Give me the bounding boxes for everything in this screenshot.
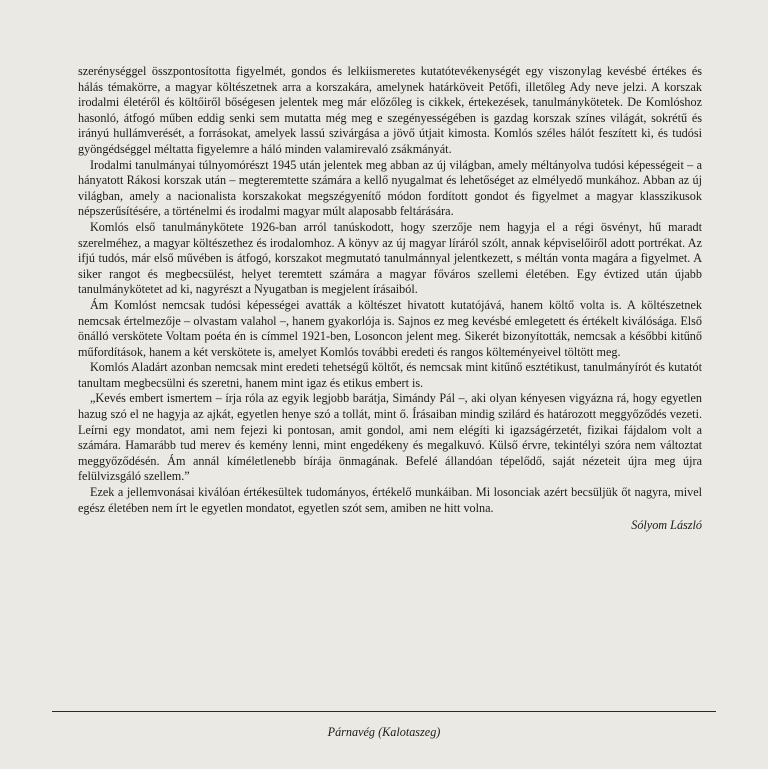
paragraph: Komlós Aladárt azonban nemcsak mint eredeti tehetségű költőt, és nemcsak mint kitűnő esztétikust, tanulmányírót és kutatót tanultam megbecsülni és szeretni, hanem mint igaz és etikus embert is. bbox=[78, 360, 702, 390]
article-text bbox=[78, 64, 702, 534]
paragraph: szerénységgel összpontosította figyelmét, gondos és lelkiismeretes kutatótevékenységét egy viszonylag kevésbé értékes és hálás témakörre, a magyar költészetnek arra a korszakára, amelynek határköveit Petőfi, illetőleg Ady neve jelzi. A korszak irodalmi életéről és költőiről bőségesen jelentek meg már előzőleg is cikkek, értekezések, tanulmánykötetek. De Komlóshoz hasonló, átfogó műben eddig senki sem mutatta még meg e szegényességében is gazdag korszak színes világát, sokrétű és irányú hullámverését, a forrásokat, amelyek lassú szivárgása a jövő útjait kimosta. Komlós széles hálót feszített ki, és tudósi gyöngédséggel méltatta figyelemre a háló minden valamirevaló zsákmányát. bbox=[78, 64, 702, 156]
paragraph: Komlós első tanulmánykötete 1926-ban arról tanúskodott, hogy szerzője nem hagyja el a régi ösvényt, hű maradt szerelméhez, a magyar költészethez és irodalomhoz. A könyv az új magyar líráról szólt, annak képviselőiről adott portrékat. Az ifjú tudós, már első művében is átfogó, korszakot megmutató tanulmánnyal jelentkezett, s méltán vonta magára a figyelmet. A siker rangot és megbecsülést, helyet teremtett számára a magyar főváros szellemi életében. Egy évtized után újabb tanulmánykötetet ad ki, nagyrészt a Nyugatban is megjelent írásaiból. bbox=[78, 219, 702, 297]
paragraph: Ám Komlóst nemcsak tudósi képességei avatták a költészet hivatott kutatójává, hanem költő volta is. A költészetnek nemcsak értelmezője – olvastam valahol –, hanem gyakorlója is. Sajnos ez meg kevésbé emlegetett és értékelt kiválósága. Első önálló verskötete Voltam poéta én is címmel 1921-ben, Losoncon jelent meg. Sikerét bizonyították, nemcsak a későbbi kitűnő műfordítások, hanem a két verskötete is, amelyet Komlós további eredeti és rangos költeményeivel töltött meg. bbox=[78, 297, 702, 359]
paragraph: Irodalmi tanulmányai túlnyomórészt 1945 után jelentek meg abban az új világban, amely méltányolva tudósi képességeit – a hányatott Rákosi korszak után – megteremtette számára a kellő nyugalmat és lehetőséget az elmélyedő munkához. Abban az új világban, amely a nacionalista korszakokat megszégyenítő módon fordított gondot és figyelmet a magyar klasszikusok népszerűsítésére, a történelmi és irodalmi magyar múlt alaposabb feltárására. bbox=[78, 157, 702, 219]
footer-divider bbox=[52, 711, 716, 712]
author-signature: Sólyom László bbox=[631, 518, 702, 533]
quotation-paragraph: „Kevés embert ismertem – írja róla az egyik legjobb barátja, Simándy Pál –, aki olyan kényesen vigyázna rá, hogy egyetlen hazug szó el ne hagyja az ajkát, egyetlen henye szó a tollát, mint ő. Írásaiban mindig szilárd és határozott meggyőződés vezeti. Leírni egy mondatot, ami nem fejezi ki pontosan, amit gondol, ami nem elégíti ki igazságérzetét, fizikai fájdalom volt a számára. Hamarább tud merev és kemény lenni, mint engedékeny és megalkuvó. Külső érvre, tekintélyi szóra nem változtat meggyőződésén. Ám annál kíméletlenebb bírája önmagának. Befelé állandóan tépelődő, saját nézeteit újra meg újra felülvizsgáló szellem.” bbox=[78, 391, 702, 484]
paragraph: Ezek a jellemvonásai kiválóan értékesültek tudományos, értékelő munkáiban. Mi losonciak azért becsüljük őt nagyra, mivel egész életében nem írt le egyetlen mondatot, egyetlen szót sem, amiben ne hitt volna. bbox=[78, 485, 702, 515]
figure-caption: Párnavég (Kalotaszeg) bbox=[327, 725, 441, 739]
